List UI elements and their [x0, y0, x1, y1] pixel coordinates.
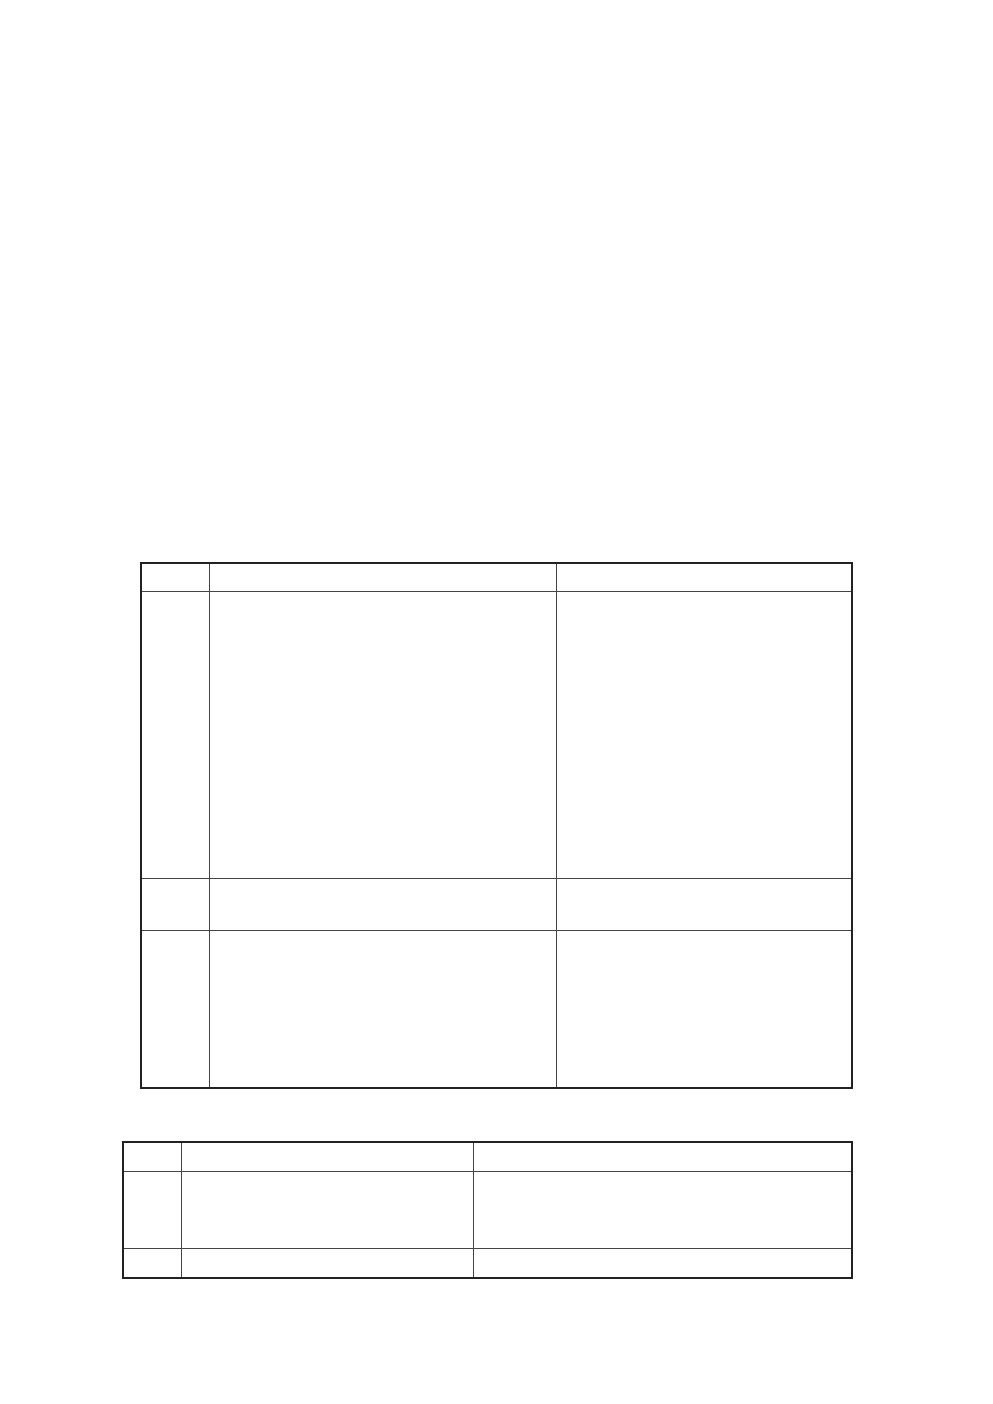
section-6-table — [122, 1141, 853, 1279]
section-5-table — [140, 562, 853, 1089]
